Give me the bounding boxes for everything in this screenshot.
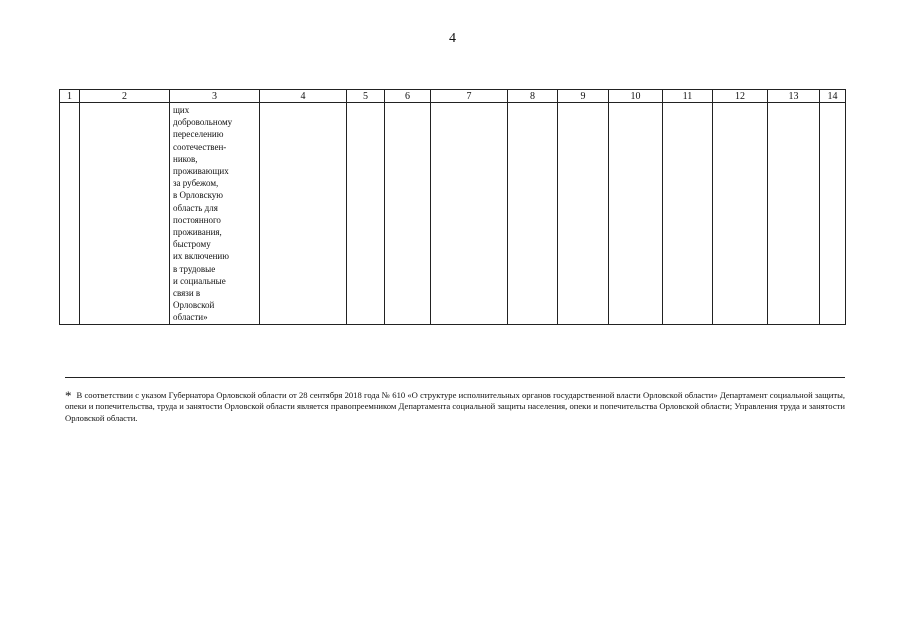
footnote-text: В соответствии с указом Губернатора Орловской области от 28 сентября 2018 года № 610 «О структуре исполнительных органов государственной власти Орловской области» Департамент социальной защиты, опеки и попечительства, труда и занятости Орловской области является правопреемником Департамента социальной защиты населения, опеки и попечительства Орловской области; Управления труда и занятости Орловской области.: [65, 390, 845, 423]
table-cell: [347, 103, 385, 325]
table-cell: [80, 103, 170, 325]
table-cell: [820, 103, 846, 325]
column-number: 5: [347, 90, 385, 103]
table-row: [60, 103, 846, 325]
column-number: 1: [60, 90, 80, 103]
column-number: 6: [385, 90, 431, 103]
table-cell: [170, 103, 260, 325]
table-cell: [260, 103, 347, 325]
column-number: 3: [170, 90, 260, 103]
table-cell: [558, 103, 609, 325]
table-cell: [508, 103, 558, 325]
program-goal-text: щих добровольному переселению соотечествен- ников, проживающих за рубежом, в Орловскую область для постоянного проживания, быстрому их включению в трудовые и социальные связи в Орловской области»: [173, 105, 233, 323]
footnote: [65, 390, 845, 424]
table-cell: [609, 103, 663, 325]
column-number: 14: [820, 90, 846, 103]
column-number: 11: [663, 90, 713, 103]
column-number: 7: [431, 90, 508, 103]
column-number: 13: [768, 90, 820, 103]
table-cell: [713, 103, 768, 325]
column-number: 2: [80, 90, 170, 103]
column-number: 4: [260, 90, 347, 103]
table-cell: [60, 103, 80, 325]
table-cell: [431, 103, 508, 325]
column-number: 8: [508, 90, 558, 103]
table-cell: [768, 103, 820, 325]
column-number: 10: [609, 90, 663, 103]
column-number: 9: [558, 90, 609, 103]
data-table: [59, 89, 846, 325]
column-number-row: [60, 90, 846, 103]
table-cell: [385, 103, 431, 325]
footnote-divider: [65, 377, 845, 378]
column-number: 12: [713, 90, 768, 103]
page-number: 4: [449, 31, 456, 46]
footnote-marker: *: [65, 388, 72, 403]
table-cell: [663, 103, 713, 325]
